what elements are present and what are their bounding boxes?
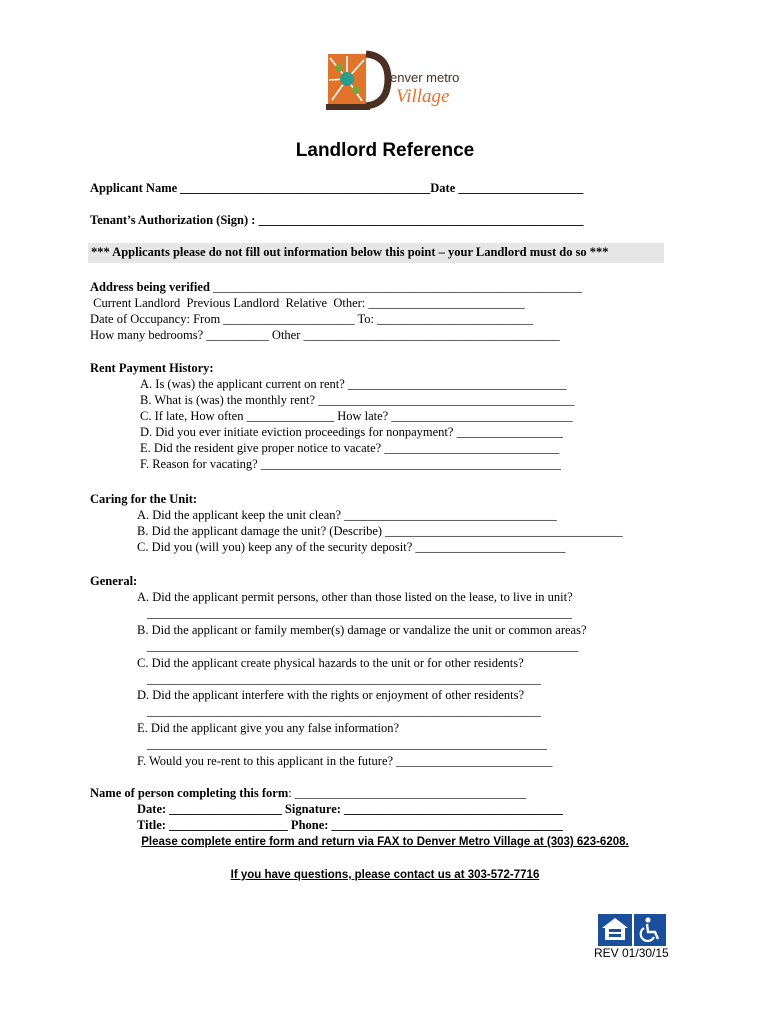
fax-notice: Please complete entire form and return via FAX to Denver Metro Village at (303) 623-6208. [141,836,629,848]
completer-name-field[interactable] [90,785,526,801]
address-blank: ___________________________________________________________ [209,280,582,294]
completer-name-blank: : _____________________________________ [288,786,527,800]
general-heading: General: [90,574,138,588]
address-label: Address being verified [90,280,210,294]
caring-question[interactable]: A. Did the applicant keep the unit clean? __________________________________ [137,508,557,522]
general-question[interactable]: F. Would you re-rent to this applicant in the future? _________________________ [137,754,553,768]
general-answer-line[interactable]: ________________________________________________________________ [147,737,547,751]
applicant-name-field[interactable]: Applicant Name ________________________________________Date ____________________ [90,181,584,195]
rent-history-heading: Rent Payment History: [90,361,214,375]
rent-question[interactable]: C. If late, How often ______________ How late? _____________________________ [140,409,573,423]
title-phone-field[interactable]: Title: ___________________ Phone: _____________________________________ [137,818,563,832]
relation-checkboxes[interactable]: Current Landlord Previous Landlord Relative Other: _________________________ [90,296,525,310]
questions-notice: If you have questions, please contact us at 303-572-7716 [230,869,540,881]
date-signature-field[interactable]: Date: __________________ Signature: ___________________________________ [137,802,563,816]
general-answer-line[interactable]: _______________________________________________________________ [147,704,541,718]
rent-question[interactable]: B. What is (was) the monthly rent? _________________________________________ [140,393,575,407]
address-verified-field[interactable] [90,279,582,295]
general-question: E. Did the applicant give you any false information? [137,721,400,735]
general-answer-line[interactable]: ____________________________________________________________________ [147,606,572,620]
logo-text-bottom: Village [396,86,450,107]
general-answer-line[interactable]: _____________________________________________________________________ [147,639,579,653]
revision-date: REV 01/30/15 [594,946,669,960]
bedrooms-field[interactable]: How many bedrooms? __________ Other _________________________________________ [90,328,560,342]
logo-text-top: enver metro [390,70,460,85]
denver-metro-village-logo [326,52,460,114]
general-question: B. Did the applicant or family member(s) damage or vandalize the unit or common areas? [137,623,587,637]
banner-text: *** Applicants please do not fill out information below this point – your Landlord must do so *** [91,245,609,259]
general-question: C. Did the applicant create physical hazards to the unit or for other residents? [137,656,524,670]
caring-heading: Caring for the Unit: [90,492,198,506]
landlord-only-banner [88,243,664,263]
occupancy-dates-field[interactable]: Date of Occupancy: From _____________________ To: _________________________ [90,312,534,326]
general-question: D. Did the applicant interfere with the rights or enjoyment of other residents? [137,688,525,702]
completer-name-label: Name of person completing this form [90,786,289,800]
general-answer-line[interactable]: _______________________________________________________________ [147,672,541,686]
rent-question[interactable]: A. Is (was) the applicant current on rent? ___________________________________ [140,377,567,391]
rent-question[interactable]: E. Did the resident give proper notice to vacate? ____________________________ [140,441,560,455]
rent-question[interactable]: F. Reason for vacating? ________________________________________________ [140,457,561,471]
page-title: Landlord Reference [295,140,475,161]
caring-question[interactable]: B. Did the applicant damage the unit? (Describe) ______________________________________ [137,524,623,538]
general-question: A. Did the applicant permit persons, other than those listed on the lease, to live in unit? [137,590,573,604]
caring-question[interactable]: C. Did you (will you) keep any of the security deposit? ________________________ [137,540,566,554]
tenant-authorization-field[interactable]: Tenant’s Authorization (Sign) : ____________________________________________________ [90,213,584,227]
rent-question[interactable]: D. Did you ever initiate eviction proceedings for nonpayment? _________________ [140,425,563,439]
equal-housing-accessibility-icons [598,914,666,946]
